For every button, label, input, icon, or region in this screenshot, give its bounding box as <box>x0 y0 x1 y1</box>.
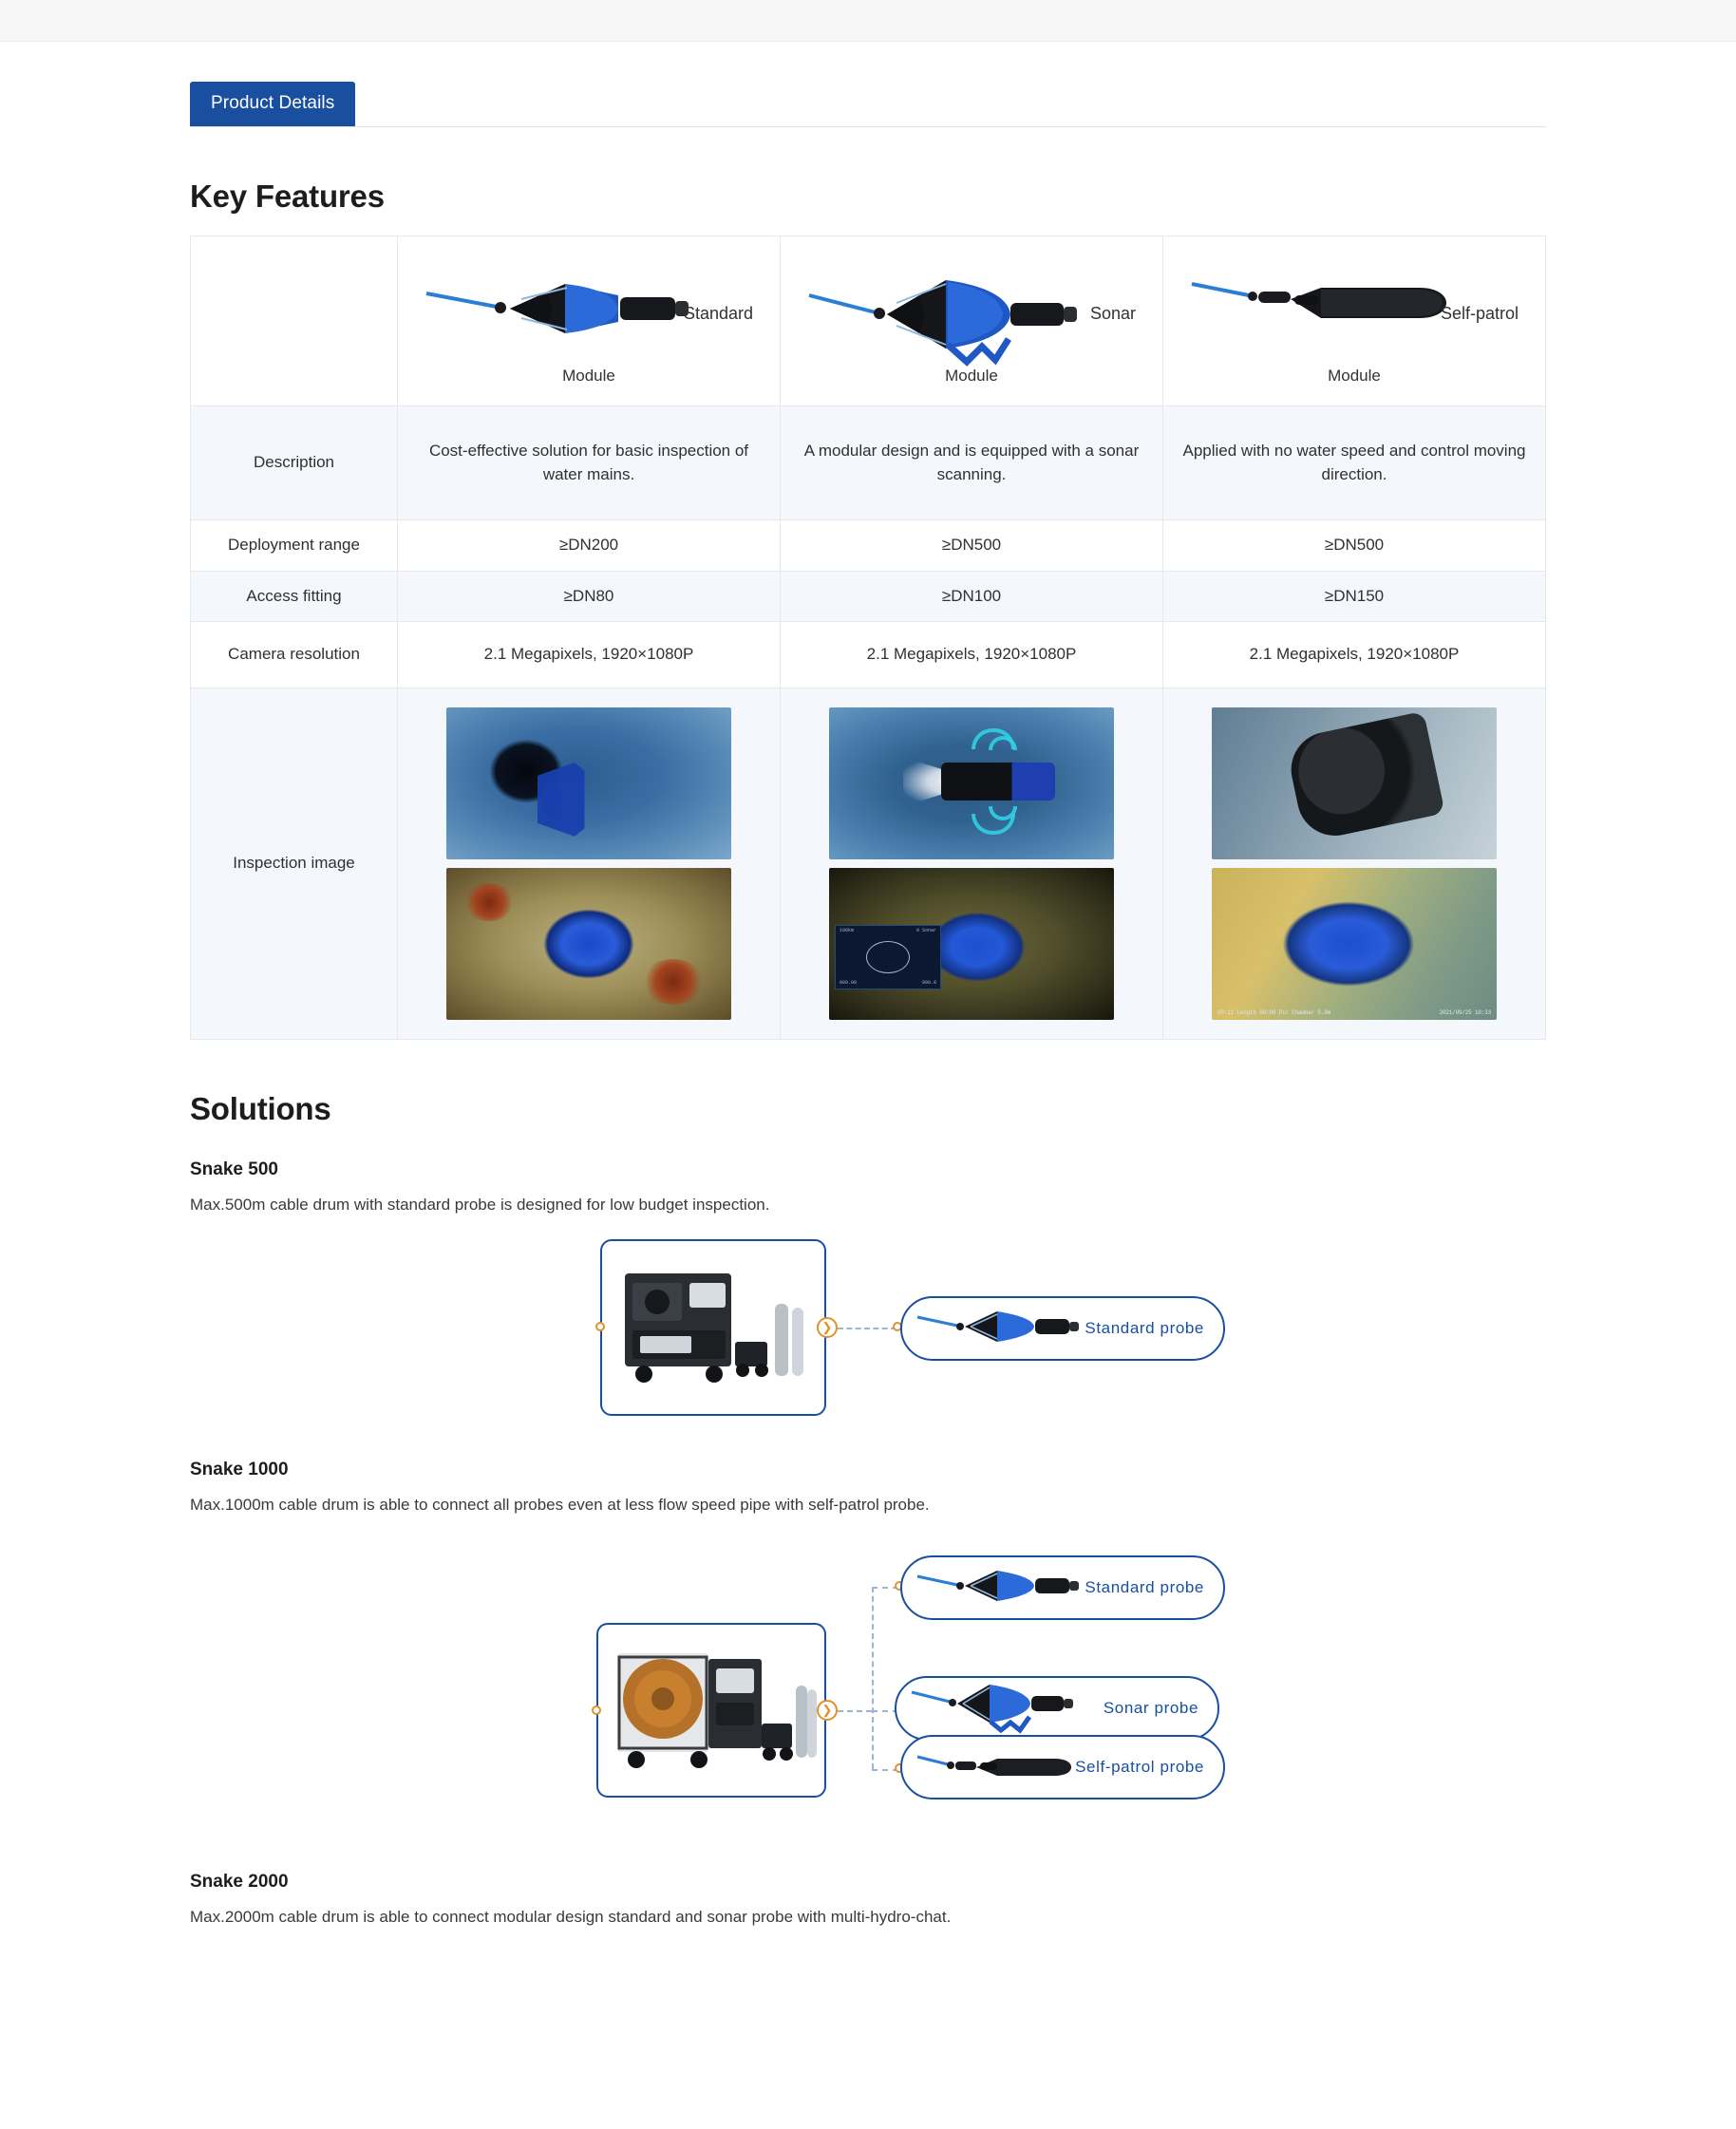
column-module-sonar: Module <box>945 367 998 386</box>
column-module-standard: Module <box>562 367 615 386</box>
solution-desc-snake-500: Max.500m cable drum with standard probe is designed for low budget inspection. <box>190 1196 770 1215</box>
solution-name-snake-1000: Snake 1000 <box>190 1460 289 1480</box>
row-label-deployment-range: Deployment range <box>191 520 398 572</box>
probe-label-standard-500: Standard probe <box>1085 1319 1204 1338</box>
row-label-camera-resolution: Camera resolution <box>191 622 398 688</box>
cable-drum-box-500 <box>600 1239 826 1416</box>
cable-drum-box-1000 <box>596 1623 826 1798</box>
top-strip <box>0 0 1736 42</box>
cell-access-sonar: ≥DN100 <box>781 571 1163 622</box>
photo-selfpatrol-inspection <box>1212 868 1497 1020</box>
cell-description-sonar: A modular design and is equipped with a sonar scanning. <box>781 406 1163 520</box>
probe-box-selfpatrol-1000 <box>900 1735 1225 1799</box>
column-header-standard <box>398 236 781 406</box>
sonar-overlay-bottom-right: 000.0 <box>921 980 936 987</box>
row-label-inspection-image: Inspection image <box>191 688 398 1040</box>
cell-access-standard: ≥DN80 <box>398 571 781 622</box>
column-label-sonar: Sonar <box>1089 304 1136 323</box>
page-content <box>0 82 1736 1927</box>
cell-images-selfpatrol <box>1163 688 1546 1040</box>
photo-sonar-inspection <box>829 868 1114 1020</box>
key-features-title: Key Features <box>190 179 385 214</box>
table-row-inspection-image <box>191 688 1546 1040</box>
sonar-overlay-panel <box>835 925 941 989</box>
row-label-description: Description <box>191 406 398 520</box>
selfpatrol-overlay-right: 2021/09/25 10:33 <box>1439 1008 1491 1016</box>
probe-label-sonar-1000: Sonar probe <box>1103 1699 1198 1718</box>
cable-drum-1000-icon <box>608 1634 819 1790</box>
illustration-selfpatrol-in-pipe <box>1212 707 1497 859</box>
column-module-selfpatrol: Module <box>1328 367 1381 386</box>
solution-desc-snake-1000: Max.1000m cable drum is able to connect all probes even at less flow speed pipe with self-patrol probe. <box>190 1496 930 1515</box>
row-label-access-fitting: Access fitting <box>191 571 398 622</box>
sonar-overlay-top-left: 100km <box>840 928 855 934</box>
standard-probe-icon-small-500 <box>915 1302 1096 1355</box>
solution-desc-snake-2000: Max.2000m cable drum is able to connect modular design standard and sonar probe with multi-hydro-chat. <box>190 1908 952 1927</box>
self-patrol-probe-icon <box>1188 271 1473 345</box>
self-patrol-probe-icon-small-1000 <box>915 1745 1096 1789</box>
probe-label-selfpatrol-1000: Self-patrol probe <box>1075 1758 1204 1777</box>
table-row-camera-resolution <box>191 622 1546 688</box>
cell-description-standard: Cost-effective solution for basic inspection of water mains. <box>398 406 781 520</box>
sonar-ring-icon <box>866 941 910 973</box>
row-label-empty <box>191 236 398 406</box>
dashed-link-1000-bus <box>872 1587 874 1769</box>
table-row-deployment-range <box>191 520 1546 572</box>
column-header-sonar <box>781 236 1163 406</box>
solution-name-snake-2000: Snake 2000 <box>190 1872 289 1893</box>
dashed-link-500 <box>838 1328 896 1329</box>
probe-box-standard-500 <box>900 1296 1225 1361</box>
cell-description-selfpatrol: Applied with no water speed and control moving direction. <box>1163 406 1546 520</box>
cell-images-standard <box>398 688 781 1040</box>
cell-resolution-sonar: 2.1 Megapixels, 1920×1080P <box>781 622 1163 688</box>
column-label-standard: Standard <box>683 304 753 323</box>
selfpatrol-overlay-left: 00:11 Length 00:00 Pit Chamber 0.0m <box>1217 1008 1331 1016</box>
probe-box-sonar-1000 <box>895 1676 1219 1741</box>
key-features-table <box>190 236 1546 1040</box>
standard-probe-icon-small-1000 <box>915 1561 1096 1614</box>
sonar-overlay-bottom-left: 000.00 <box>840 980 858 987</box>
standard-probe-icon <box>423 271 708 360</box>
tab-bar <box>190 82 1546 127</box>
connector-chevron-500[interactable]: ❯ <box>817 1317 838 1338</box>
cable-drum-500-icon <box>612 1251 819 1408</box>
probe-box-standard-1000 <box>900 1555 1225 1620</box>
diagram-snake-1000 <box>190 1532 1546 1817</box>
photo-standard-inspection <box>446 868 731 1020</box>
sonar-overlay-top-right: 0 Sonar <box>915 928 936 934</box>
table-row-description <box>191 406 1546 520</box>
cell-deployment-standard: ≥DN200 <box>398 520 781 572</box>
cell-resolution-selfpatrol: 2.1 Megapixels, 1920×1080P <box>1163 622 1546 688</box>
table-row-access-fitting <box>191 571 1546 622</box>
solution-name-snake-500: Snake 500 <box>190 1159 278 1180</box>
diagram-snake-500 <box>190 1232 1546 1422</box>
cell-resolution-standard: 2.1 Megapixels, 1920×1080P <box>398 622 781 688</box>
cell-deployment-sonar: ≥DN500 <box>781 520 1163 572</box>
dashed-link-1000-trunk <box>838 1710 872 1712</box>
illustration-standard-in-pipe <box>446 707 731 859</box>
table-row-header <box>191 236 1546 406</box>
solutions-title: Solutions <box>190 1091 331 1127</box>
cell-deployment-selfpatrol: ≥DN500 <box>1163 520 1546 572</box>
sonar-probe-icon-small-1000 <box>910 1679 1090 1738</box>
probe-label-standard-1000: Standard probe <box>1085 1578 1204 1597</box>
connector-chevron-1000[interactable]: ❯ <box>817 1700 838 1721</box>
column-header-selfpatrol <box>1163 236 1546 406</box>
tab-product-details[interactable]: Product Details <box>190 82 355 126</box>
cell-images-sonar <box>781 688 1163 1040</box>
illustration-sonar-in-pipe <box>829 707 1114 859</box>
column-label-selfpatrol: Self-patrol <box>1440 304 1519 323</box>
cell-access-selfpatrol: ≥DN150 <box>1163 571 1546 622</box>
